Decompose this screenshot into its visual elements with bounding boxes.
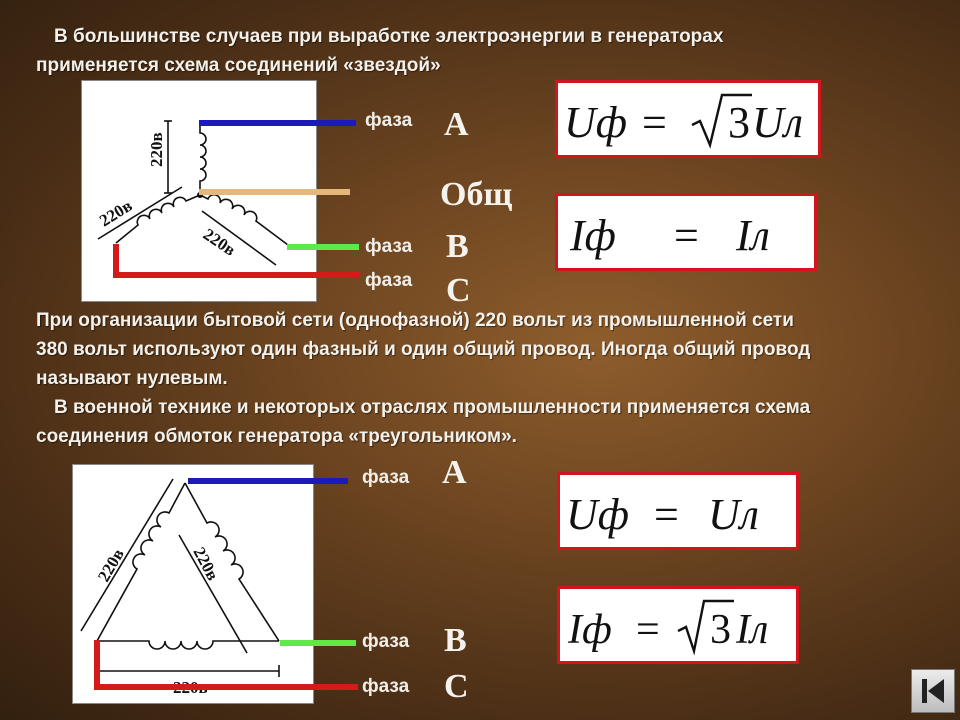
delta-phase-a-wire	[188, 478, 348, 484]
formula-radicand: 3	[728, 98, 750, 147]
delta-voltage-formula	[557, 472, 799, 550]
delta-voltage-label-right: 220в	[189, 543, 223, 584]
star-letter-a: A	[444, 106, 469, 143]
delta-letter-a: A	[442, 454, 467, 491]
middle-line-2: 380 вольт используют один фазный и один общий провод. Иногда общий провод	[36, 339, 811, 360]
star-letter-c: C	[446, 272, 471, 309]
formula-lhs: Uф	[566, 490, 630, 539]
star-voltage-label-c: 220в	[96, 195, 136, 231]
star-voltage-formula	[555, 80, 821, 158]
delta-phase-c-wire-vertical	[94, 640, 100, 690]
formula-radicand: 3	[710, 607, 731, 653]
formula-equals: =	[636, 607, 660, 653]
formula-rhs: Uл	[752, 98, 803, 147]
star-common-label: Общ	[440, 176, 513, 213]
phase-b-wire	[287, 244, 359, 250]
star-voltage-label-b: 220в	[199, 224, 240, 260]
common-wire	[199, 189, 350, 195]
star-phase-label-b: фаза	[365, 236, 413, 257]
delta-phase-label-b: фаза	[362, 631, 410, 652]
star-letter-b: B	[446, 228, 469, 265]
phase-c-wire-vertical	[113, 244, 119, 278]
middle-line-5: соединения обмоток генератора «треугольником».	[36, 426, 517, 447]
middle-text	[36, 306, 936, 451]
formula-equals: =	[654, 490, 679, 539]
delta-letter-c: C	[444, 668, 469, 705]
phase-a-wire	[199, 120, 356, 126]
delta-voltage-label-left: 220в	[94, 545, 128, 585]
delta-letter-b: B	[444, 622, 467, 659]
formula-rhs: Iл	[736, 211, 770, 260]
formula-rhs: Iл	[736, 607, 769, 653]
delta-phase-label-a: фаза	[362, 467, 410, 488]
star-phase-label-a: фаза	[365, 110, 413, 131]
formula-lhs: Uф	[564, 98, 628, 147]
star-voltage-label-a: 220в	[147, 132, 166, 167]
back-to-start-button[interactable]	[911, 669, 955, 713]
delta-phase-c-wire	[94, 684, 358, 690]
formula-lhs: Iф	[570, 211, 616, 260]
delta-current-formula	[557, 586, 799, 664]
intro-text	[36, 22, 936, 80]
phase-c-wire	[113, 272, 359, 278]
delta-phase-label-c: фаза	[362, 676, 410, 697]
delta-diagram	[72, 464, 314, 704]
middle-line-1: При организации бытовой сети (однофазной) 220 вольт из промышленной сети	[36, 310, 794, 331]
delta-schematic	[73, 465, 313, 703]
intro-line-1: В большинстве случаев при выработке электроэнергии в генераторах	[54, 26, 724, 47]
star-phase-label-c: фаза	[365, 270, 413, 291]
intro-line-2: применяется схема соединений «звездой»	[36, 55, 441, 76]
formula-equals: =	[642, 98, 667, 147]
skip-back-icon	[912, 670, 954, 712]
formula-equals: =	[674, 211, 699, 260]
formula-lhs: Iф	[568, 607, 612, 653]
middle-line-4: В военной технике и некоторых отраслях промышленности применяется схема	[54, 397, 811, 418]
star-current-formula	[555, 193, 817, 271]
delta-phase-b-wire	[280, 640, 356, 646]
formula-rhs: Uл	[708, 490, 759, 539]
middle-line-3: называют нулевым.	[36, 368, 228, 389]
